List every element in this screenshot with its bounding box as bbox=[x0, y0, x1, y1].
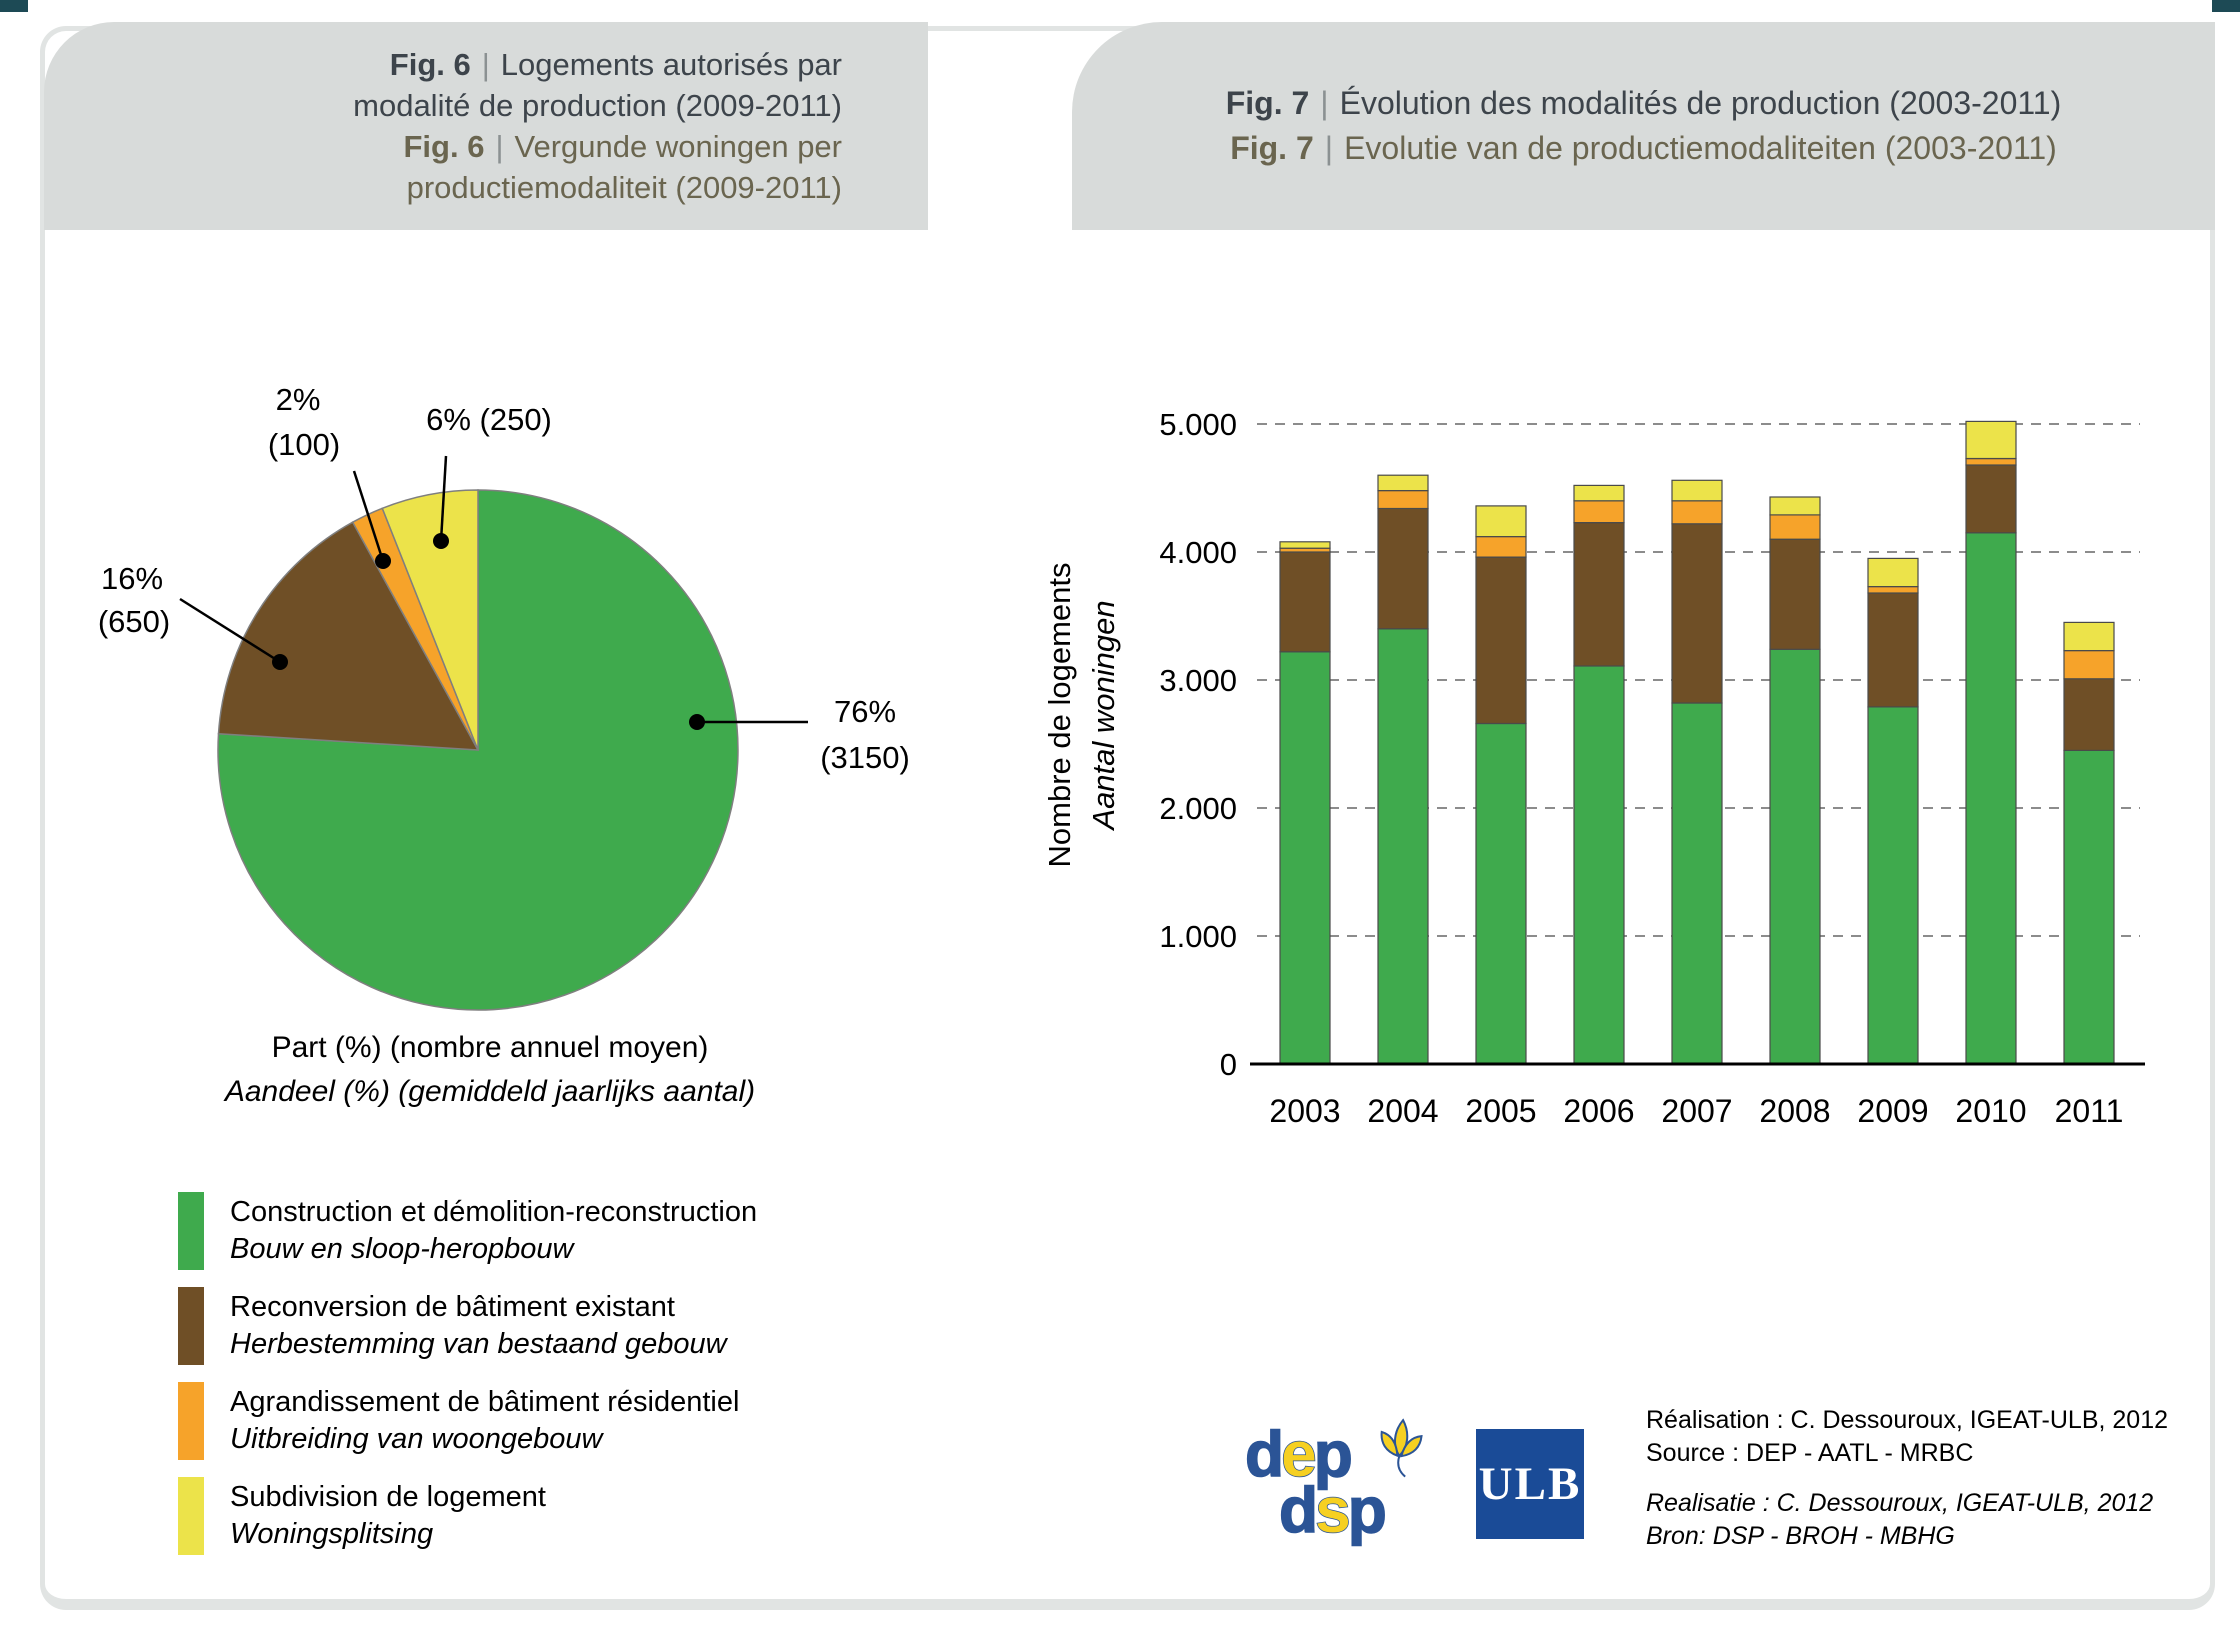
pie-label-16pct: 16% bbox=[100, 561, 164, 596]
pie-label-6pct: 6% (250) bbox=[426, 402, 552, 437]
legend-label-fr-4: Subdivision de logement bbox=[230, 1481, 546, 1513]
bar-segment-2007-s4 bbox=[1672, 480, 1722, 501]
x-label-2007: 2007 bbox=[1661, 1093, 1733, 1129]
corner-mark-left bbox=[0, 0, 28, 12]
pie-slices-group bbox=[218, 490, 738, 1010]
fig7-title-box bbox=[1072, 22, 2215, 230]
pie-label-2pct: 2% bbox=[275, 382, 321, 417]
bar-segment-2007-s2 bbox=[1672, 524, 1722, 703]
y-tick-1.000: 1.000 bbox=[1159, 919, 1237, 954]
bar-segment-2003-s4 bbox=[1280, 542, 1330, 548]
pie-caption bbox=[60, 1026, 920, 1114]
x-label-2003: 2003 bbox=[1269, 1093, 1341, 1129]
fig6-title-nl-line1: Fig. 6 | Vergunde woningen per bbox=[403, 129, 842, 164]
legend-item-1 bbox=[178, 1192, 998, 1270]
bar-segment-2010-s1 bbox=[1966, 533, 2016, 1064]
legend-swatch-2 bbox=[178, 1287, 204, 1365]
pie-label-16pct-n: (650) bbox=[97, 604, 171, 639]
bar-segment-2006-s4 bbox=[1574, 485, 1624, 500]
bar-segment-2006-s1 bbox=[1574, 666, 1624, 1064]
dep-dsp-logo bbox=[1243, 1418, 1433, 1548]
credit-source-fr: Source : DEP - AATL - MRBC bbox=[1646, 1439, 1974, 1467]
leader-dot-16pct bbox=[272, 654, 288, 670]
x-label-2009: 2009 bbox=[1857, 1093, 1929, 1129]
bar-segment-2003-s1 bbox=[1280, 652, 1330, 1064]
bar-segment-2009-s4 bbox=[1868, 558, 1918, 586]
legend-swatch-4 bbox=[178, 1477, 204, 1555]
bar-segment-2005-s3 bbox=[1476, 537, 1526, 558]
bar-segment-2007-s3 bbox=[1672, 501, 1722, 524]
corner-mark-right bbox=[2212, 0, 2240, 12]
bar-segment-2008-s1 bbox=[1770, 649, 1820, 1064]
bar-segment-2003-s2 bbox=[1280, 552, 1330, 652]
bar-segment-2009-s2 bbox=[1868, 593, 1918, 707]
bar-segment-2004-s4 bbox=[1378, 475, 1428, 490]
pie-caption-nl: Aandeel (%) (gemiddeld jaarlijks aantal) bbox=[224, 1075, 756, 1108]
x-label-2010: 2010 bbox=[1955, 1093, 2027, 1129]
legend-label-fr-1: Construction et démolition-reconstruction bbox=[230, 1196, 758, 1228]
legend bbox=[178, 1192, 998, 1572]
x-label-2006: 2006 bbox=[1563, 1093, 1635, 1129]
legend-label-fr-2: Reconversion de bâtiment existant bbox=[230, 1291, 675, 1323]
legend-item-2 bbox=[178, 1287, 998, 1365]
bar-segment-2005-s4 bbox=[1476, 506, 1526, 537]
bar-segment-2010-s4 bbox=[1966, 421, 2016, 458]
y-tick-0: 0 bbox=[1219, 1047, 1237, 1082]
legend-swatch-3 bbox=[178, 1382, 204, 1460]
bar-segment-2009-s3 bbox=[1868, 587, 1918, 593]
bar-segment-2008-s2 bbox=[1770, 539, 1820, 649]
legend-swatch-1 bbox=[178, 1192, 204, 1270]
legend-label-nl-4: Woningsplitsing bbox=[230, 1518, 434, 1550]
y-tick-2.000: 2.000 bbox=[1159, 791, 1237, 826]
fig6-title-box bbox=[44, 22, 928, 230]
bar-segment-2004-s2 bbox=[1378, 509, 1428, 629]
x-axis-year-labels bbox=[1269, 1093, 2123, 1129]
bar-segment-2005-s2 bbox=[1476, 557, 1526, 723]
legend-item-3 bbox=[178, 1382, 998, 1460]
credit-realisatie-nl: Realisatie : C. Dessouroux, IGEAT-ULB, 2012 bbox=[1646, 1489, 2154, 1517]
bar-segment-2006-s3 bbox=[1574, 501, 1624, 523]
bar-segment-2004-s3 bbox=[1378, 491, 1428, 509]
x-label-2011: 2011 bbox=[2054, 1093, 2124, 1129]
pie-label-2pct-n: (100) bbox=[267, 427, 341, 462]
pie-label-76pct-n: (3150) bbox=[820, 740, 910, 775]
y-tick-3.000: 3.000 bbox=[1159, 663, 1237, 698]
credit-realisation-fr: Réalisation : C. Dessouroux, IGEAT-ULB, 2012 bbox=[1646, 1406, 2168, 1434]
legend-item-4 bbox=[178, 1477, 998, 1555]
x-label-2008: 2008 bbox=[1759, 1093, 1831, 1129]
bar-segment-2010-s2 bbox=[1966, 465, 2016, 533]
ulb-logo-text: ULB bbox=[1478, 1458, 1582, 1510]
dep-logo-text-bottom: dsp bbox=[1279, 1474, 1384, 1546]
x-label-2005: 2005 bbox=[1465, 1093, 1537, 1129]
dep-logo-text-top: dep bbox=[1245, 1418, 1350, 1490]
fig6-title-fr-line2: modalité de production (2009-2011) bbox=[353, 88, 842, 123]
bar-stacks bbox=[1280, 421, 2114, 1064]
bar-segment-2011-s3 bbox=[2064, 651, 2114, 679]
pie-label-76pct: 76% bbox=[833, 694, 897, 729]
bar-chart bbox=[1040, 390, 2200, 1135]
fig7-title-nl: Fig. 7 | Evolutie van de productiemodaliteiten (2003-2011) bbox=[1230, 130, 2057, 166]
credit-bron-nl: Bron: DSP - BROH - MBHG bbox=[1646, 1522, 1955, 1550]
legend-label-nl-1: Bouw en sloop-heropbouw bbox=[230, 1233, 574, 1265]
fig7-title-fr: Fig. 7 | Évolution des modalités de production (2003-2011) bbox=[1225, 85, 2062, 121]
bar-segment-2006-s2 bbox=[1574, 523, 1624, 666]
bar-segment-2005-s1 bbox=[1476, 724, 1526, 1065]
y-tick-4.000: 4.000 bbox=[1159, 535, 1237, 570]
bar-segment-2008-s3 bbox=[1770, 515, 1820, 539]
x-label-2004: 2004 bbox=[1367, 1093, 1439, 1129]
leader-dot-6pct bbox=[433, 533, 449, 549]
ulb-logo bbox=[1476, 1429, 1584, 1539]
y-tick-5.000: 5.000 bbox=[1159, 407, 1237, 442]
bar-segment-2009-s1 bbox=[1868, 707, 1918, 1064]
fig6-title-nl-line2: productiemodaliteit (2009-2011) bbox=[406, 170, 842, 205]
iris-flower-icon bbox=[1377, 1418, 1423, 1478]
bar-segment-2004-s1 bbox=[1378, 629, 1428, 1064]
y-axis-title-fr: Nombre de logements bbox=[1042, 562, 1077, 868]
y-axis-tick-labels bbox=[1159, 407, 1237, 1082]
bar-segment-2011-s2 bbox=[2064, 679, 2114, 751]
bar-segment-2011-s1 bbox=[2064, 750, 2114, 1064]
bar-segment-2008-s4 bbox=[1770, 497, 1820, 515]
bar-segment-2010-s3 bbox=[1966, 459, 2016, 465]
credits-block bbox=[1646, 1404, 2206, 1553]
pie-chart bbox=[60, 370, 1020, 1030]
legend-label-nl-3: Uitbreiding van woongebouw bbox=[230, 1423, 603, 1455]
legend-label-nl-2: Herbestemming van bestaand gebouw bbox=[230, 1328, 727, 1360]
fig6-title-fr-line1: Fig. 6 | Logements autorisés par bbox=[389, 47, 842, 82]
leader-dot-2pct bbox=[375, 553, 391, 569]
y-axis-title-nl: Aantal woningen bbox=[1086, 600, 1121, 830]
bar-segment-2011-s4 bbox=[2064, 622, 2114, 650]
bar-segment-2007-s1 bbox=[1672, 703, 1722, 1064]
leader-dot-76pct bbox=[689, 714, 705, 730]
legend-label-fr-3: Agrandissement de bâtiment résidentiel bbox=[230, 1386, 740, 1418]
pie-caption-fr: Part (%) (nombre annuel moyen) bbox=[271, 1031, 709, 1064]
